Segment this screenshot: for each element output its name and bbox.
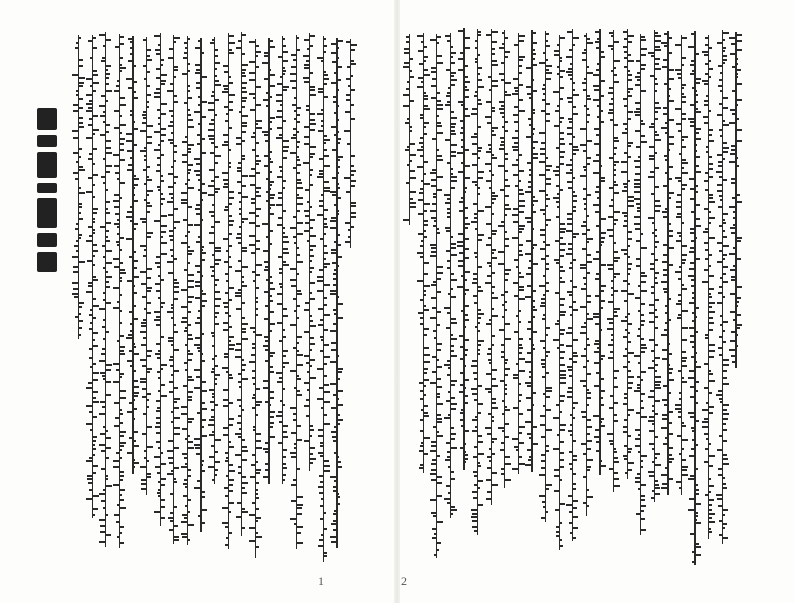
text-column xyxy=(249,28,263,568)
page-number-right: 2 xyxy=(401,574,407,588)
text-column xyxy=(607,28,621,568)
text-column xyxy=(194,28,208,568)
text-column xyxy=(86,28,100,568)
text-column xyxy=(430,28,444,568)
text-column xyxy=(498,28,512,568)
heading-glyph xyxy=(37,252,57,272)
text-column xyxy=(593,28,607,568)
heading-glyph xyxy=(37,152,57,178)
text-column xyxy=(72,28,86,568)
text-column xyxy=(154,28,168,568)
page-number-left: 1 xyxy=(318,574,324,588)
text-column xyxy=(675,28,689,568)
text-column xyxy=(688,28,702,568)
text-column xyxy=(222,28,236,568)
text-column xyxy=(330,28,344,568)
text-column xyxy=(621,28,635,568)
text-column xyxy=(140,28,154,568)
text-column xyxy=(99,28,113,568)
text-column xyxy=(525,28,539,568)
text-column xyxy=(634,28,648,568)
right-text-columns xyxy=(403,28,743,568)
text-column xyxy=(290,28,304,568)
text-column xyxy=(661,28,675,568)
text-column xyxy=(566,28,580,568)
text-column xyxy=(539,28,553,568)
text-column xyxy=(276,28,290,568)
text-column xyxy=(457,28,471,568)
text-column xyxy=(485,28,499,568)
text-column xyxy=(417,28,431,568)
heading-glyph xyxy=(37,135,57,147)
text-column xyxy=(553,28,567,568)
text-column xyxy=(208,28,222,568)
text-column xyxy=(303,28,317,568)
text-column xyxy=(702,28,716,568)
text-column xyxy=(344,28,358,568)
text-column xyxy=(580,28,594,568)
right-page xyxy=(397,0,794,603)
heading-glyph xyxy=(37,198,57,228)
chapter-heading xyxy=(30,108,64,278)
text-column xyxy=(262,28,276,568)
heading-glyph xyxy=(37,183,57,193)
text-column xyxy=(317,28,331,568)
text-column xyxy=(403,28,417,568)
text-column xyxy=(729,28,743,568)
text-column xyxy=(235,28,249,568)
text-column xyxy=(444,28,458,568)
text-column xyxy=(167,28,181,568)
text-column xyxy=(716,28,730,568)
text-column xyxy=(113,28,127,568)
text-column xyxy=(512,28,526,568)
heading-glyph xyxy=(37,233,57,247)
text-column xyxy=(471,28,485,568)
left-text-columns xyxy=(72,28,357,568)
heading-glyph xyxy=(37,108,57,130)
text-column xyxy=(181,28,195,568)
text-column xyxy=(126,28,140,568)
text-column xyxy=(648,28,662,568)
